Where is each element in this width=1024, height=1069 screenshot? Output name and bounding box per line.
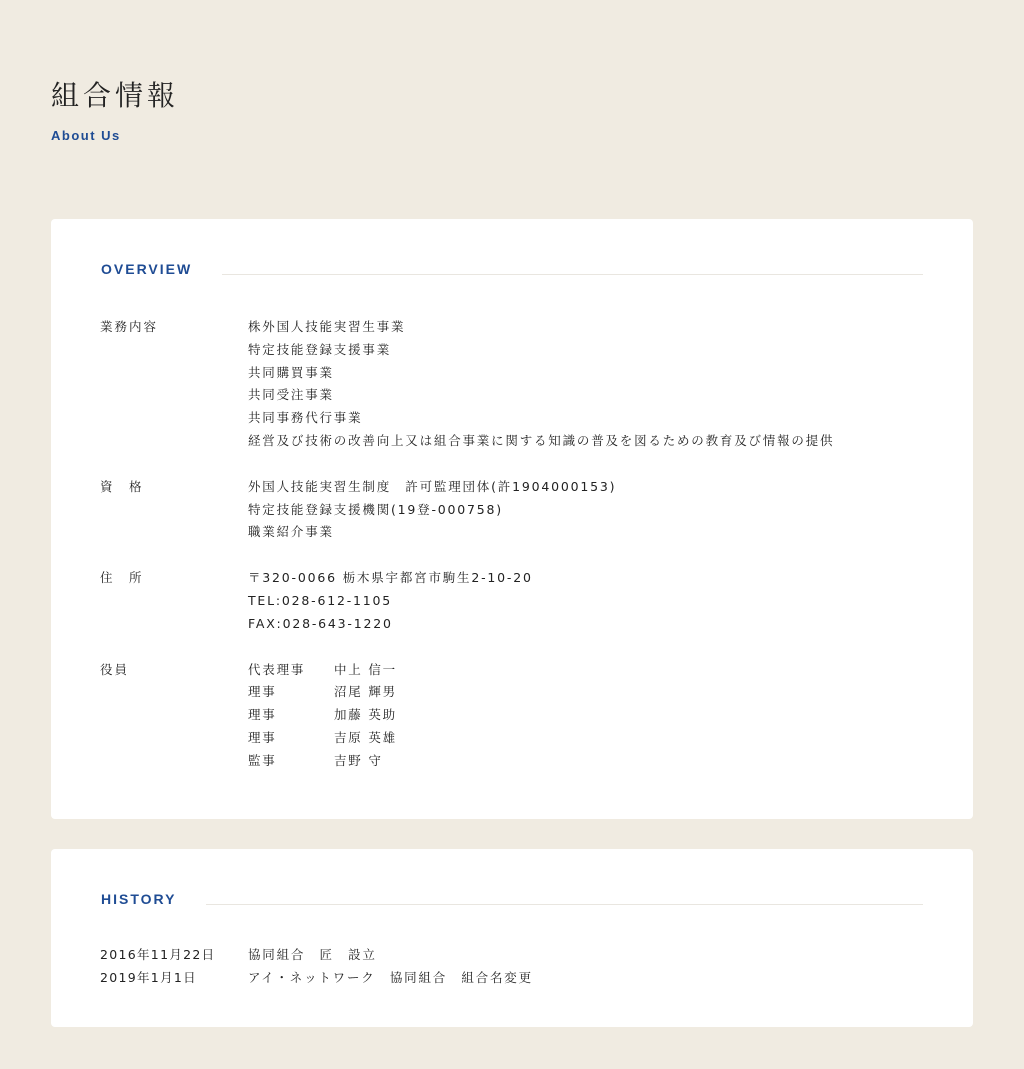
qualification-label: 資 格 bbox=[100, 478, 144, 494]
fax-line: FAX:028-643-1220 bbox=[248, 615, 393, 631]
business-row bbox=[100, 316, 920, 453]
officer-name: 加藤 英助 bbox=[334, 707, 397, 723]
history-card bbox=[51, 849, 973, 1027]
officer-name: 吉原 英雄 bbox=[334, 729, 397, 745]
overview-card bbox=[51, 219, 973, 819]
officers-row bbox=[100, 659, 920, 773]
page-title: 組合情報 bbox=[51, 79, 180, 112]
history-item bbox=[100, 967, 533, 990]
officers-values bbox=[248, 659, 920, 773]
officer-name: 吉野 守 bbox=[334, 752, 383, 768]
section-divider bbox=[206, 904, 923, 905]
officer-item bbox=[248, 704, 920, 727]
business-label: 業務内容 bbox=[100, 319, 159, 334]
history-section-header bbox=[101, 891, 923, 907]
business-line: 特定技能登録支援事業 bbox=[248, 341, 392, 357]
business-values bbox=[248, 316, 920, 453]
officer-item bbox=[248, 681, 920, 704]
qualification-line: 特定技能登録支援機関(19登-000758) bbox=[248, 501, 503, 517]
history-date: 2019年1月1日 bbox=[100, 969, 197, 985]
overview-heading: OVERVIEW bbox=[101, 261, 193, 277]
page-header bbox=[51, 78, 179, 143]
overview-section-header bbox=[101, 261, 923, 277]
history-item bbox=[100, 944, 533, 967]
business-line: 共同事務代行事業 bbox=[248, 410, 363, 426]
page-subtitle: About Us bbox=[51, 128, 121, 143]
qualification-values bbox=[248, 476, 920, 544]
history-event: アイ・ネットワーク 協同組合 組合名変更 bbox=[248, 969, 533, 985]
business-line: 株外国人技能実習生事業 bbox=[248, 319, 406, 334]
history-event: 協同組合 匠 設立 bbox=[248, 947, 377, 962]
business-line: 共同受注事業 bbox=[248, 387, 334, 403]
officer-role: 理事 bbox=[248, 707, 277, 723]
address-label: 住 所 bbox=[100, 570, 144, 586]
overview-table bbox=[100, 316, 920, 796]
officer-item bbox=[248, 750, 920, 773]
officer-role: 理事 bbox=[248, 684, 277, 700]
officers-label: 役員 bbox=[100, 661, 130, 677]
officer-role: 監事 bbox=[248, 752, 277, 768]
officer-item bbox=[248, 659, 920, 682]
address-line: 〒320-0066 栃木県宇都宮市駒生2-10-20 bbox=[248, 570, 533, 586]
officer-name: 中上 信一 bbox=[334, 661, 397, 677]
phone-line: TEL:028-612-1105 bbox=[248, 592, 393, 608]
officer-role: 理事 bbox=[248, 729, 277, 745]
officer-item bbox=[248, 727, 920, 750]
officer-role: 代表理事 bbox=[248, 661, 306, 677]
qualification-line: 職業紹介事業 bbox=[248, 524, 334, 540]
address-values bbox=[248, 567, 920, 635]
qualification-line: 外国人技能実習生制度 許可監理団体(許1904000153) bbox=[248, 478, 617, 494]
qualification-row bbox=[100, 476, 920, 544]
business-line: 共同購買事業 bbox=[248, 364, 334, 380]
address-row bbox=[100, 567, 920, 635]
history-heading: HISTORY bbox=[101, 891, 177, 907]
section-divider bbox=[222, 274, 923, 275]
officer-name: 沼尾 輝男 bbox=[334, 684, 397, 700]
history-date: 2016年11月22日 bbox=[100, 947, 216, 962]
history-list bbox=[100, 944, 533, 990]
business-line: 経営及び技術の改善向上又は組合事業に関する知識の普及を図るための教育及び情報の提供 bbox=[248, 432, 835, 448]
